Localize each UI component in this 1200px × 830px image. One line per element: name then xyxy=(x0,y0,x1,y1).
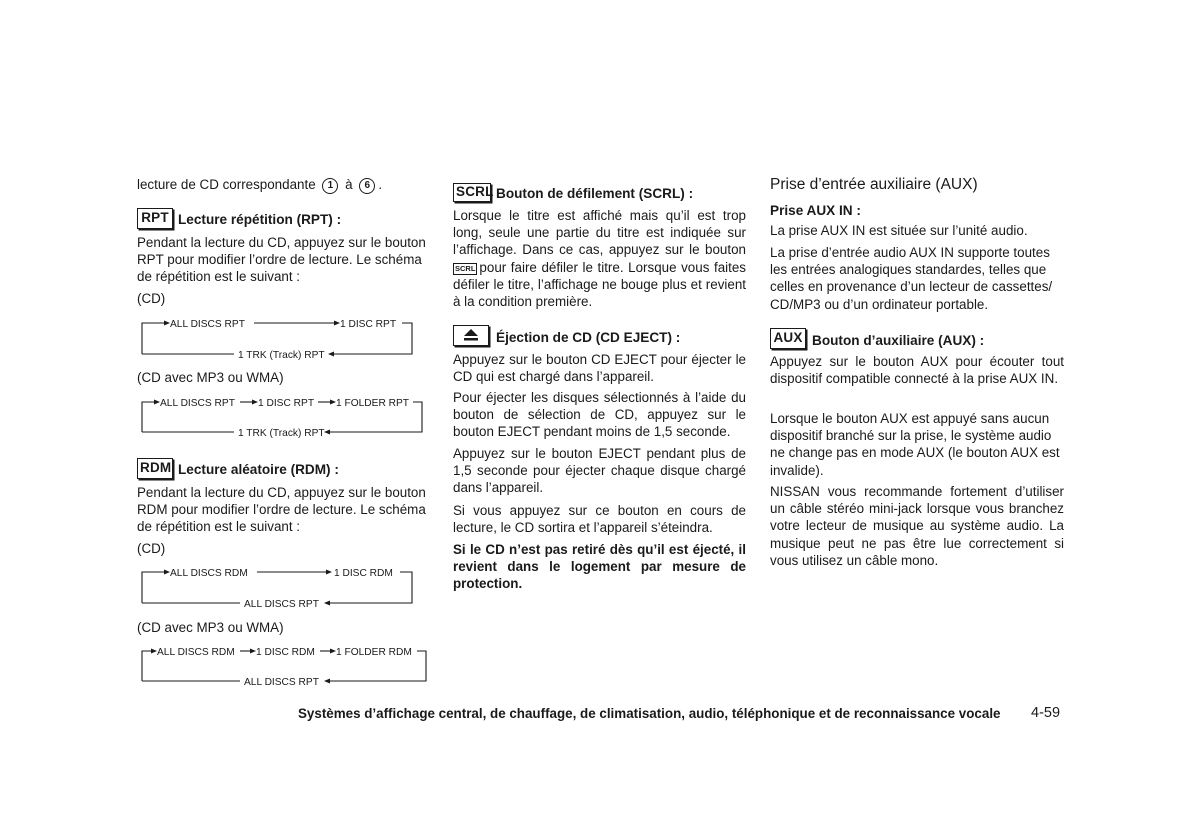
rdm-heading: Lecture aléatoire (RDM) : xyxy=(178,462,339,477)
scrl-body-part2: pour faire défiler le titre. Lorsque vous faites défiler le titre, l’affichage ne bouge plus et revient à la condition première. xyxy=(453,259,746,310)
aux-in-heading: Prise AUX IN : xyxy=(770,203,861,218)
scrl-button-icon: SCRL xyxy=(453,183,491,202)
rdm-mp3-step: 1 FOLDER RDM xyxy=(336,647,412,658)
scrl-body xyxy=(453,207,746,310)
rpt-body: Pendant la lecture du CD, appuyez sur le bouton RPT pour modifier l’ordre de lecture. Le schéma de répétition est le suivant : xyxy=(137,235,426,285)
scrl-heading: Bouton de défilement (SCRL) : xyxy=(496,186,694,201)
aux-button-icon: AUX xyxy=(770,328,806,349)
eject-button xyxy=(453,325,489,346)
aux-in-p2: La prise d’entrée audio AUX IN supporte toutes les entrées analogiques standardes, telles que celles en provenance d’un lecteur de cassettes/ CD/MP3 ou d’un ordinateur portable. xyxy=(770,245,1053,312)
rdm-cd-step: ALL DISCS RDM xyxy=(170,568,248,579)
rdm-mp3-return: ALL DISCS RPT xyxy=(244,677,319,688)
circled-number-6: 6 xyxy=(359,178,375,194)
aux-section-title: Prise d’entrée auxiliaire (AUX) xyxy=(770,176,978,193)
rdm-mp3-step: 1 DISC RDM xyxy=(256,647,315,658)
eject-p1: Appuyez sur le bouton CD EJECT pour éjecter le CD qui est chargé dans l’appareil. xyxy=(453,352,746,385)
eject-warning: Si le CD n’est pas retiré dès qu’il est éjecté, il revient dans le logement par mesure de protection. xyxy=(453,542,746,592)
circled-number-1: 1 xyxy=(322,178,338,194)
aux-p3: NISSAN vous recommande fortement d’utiliser un câble stéréo mini-jack lorsque vous branchez votre lecteur de musique au système audio. La musique peut ne pas être lue correctement si vous utilisez un câble mono. xyxy=(770,484,1064,568)
intro-suffix: . xyxy=(378,177,383,192)
rdm-cd-step: 1 DISC RDM xyxy=(334,568,393,579)
footer-chapter-title: Systèmes d’affichage central, de chauffage, de climatisation, audio, téléphonique et de reconnaissance vocale xyxy=(298,706,1001,721)
rpt-mp3-step: 1 FOLDER RPT xyxy=(336,398,410,409)
aux-p2: Lorsque le bouton AUX est appuyé sans aucun dispositif branché sur la prise, le système audio ne change pas en mode AUX (le bouton AUX est invalide). xyxy=(770,411,1060,478)
rpt-cd-return: 1 TRK (Track) RPT xyxy=(238,350,325,361)
aux-heading: Bouton d’auxiliaire (AUX) : xyxy=(812,333,985,348)
eject-icon xyxy=(463,329,479,342)
rpt-button-icon: RPT xyxy=(137,208,173,229)
rpt-mp3-return: 1 TRK (Track) RPT xyxy=(238,428,325,439)
rpt-cd-step: 1 DISC RPT xyxy=(340,319,397,330)
rpt-cd-label: (CD) xyxy=(137,291,166,306)
rpt-mp3-step: ALL DISCS RPT xyxy=(160,398,235,409)
rdm-cd-label: (CD) xyxy=(137,541,166,556)
scrl-inline-button-icon: SCRL xyxy=(455,263,476,273)
rpt-cd-step: ALL DISCS RPT xyxy=(170,319,245,330)
rdm-mp3-step: ALL DISCS RDM xyxy=(157,647,235,658)
eject-p4: Si vous appuyez sur ce bouton en cours de lecture, le CD sortira et l’appareil s’éteindra. xyxy=(453,503,746,536)
rpt-mp3-label: (CD avec MP3 ou WMA) xyxy=(137,370,284,385)
aux-p1: Appuyez sur le bouton AUX pour écouter tout dispositif compatible connecté à la prise AUX IN. xyxy=(770,354,1064,387)
rdm-button-icon: RDM xyxy=(137,458,173,479)
rpt-mp3-step: 1 DISC RPT xyxy=(258,398,315,409)
eject-p2: Pour éjecter les disques sélectionnés à l’aide du bouton de sélection de CD, appuyez sur le bouton EJECT pendant moins de 1,5 seconde. xyxy=(453,390,746,440)
rdm-body: Pendant la lecture du CD, appuyez sur le bouton RDM pour modifier l’ordre de lecture. Le schéma de répétition est le suivant : xyxy=(137,485,426,535)
page-number: 4-59 xyxy=(1031,705,1061,721)
eject-heading: Éjection de CD (CD EJECT) : xyxy=(496,330,681,345)
eject-p3: Appuyez sur le bouton EJECT pendant plus de 1,5 seconde pour éjecter chaque disque chargé dans l’appareil. xyxy=(453,446,746,496)
rdm-cd-return: ALL DISCS RPT xyxy=(244,599,319,610)
intro-connector: à xyxy=(345,177,353,192)
aux-in-p1: La prise AUX IN est située sur l’unité audio. xyxy=(770,223,1028,238)
scrl-body-part1: Lorsque le titre est affiché mais qu’il est trop long, seule une partie du titre est indiquée sur l’affichage. Dans ce cas, appuyez sur le bouton xyxy=(453,208,746,258)
rpt-heading: Lecture répétition (RPT) : xyxy=(178,212,342,227)
rdm-mp3-label: (CD avec MP3 ou WMA) xyxy=(137,620,284,635)
intro-text: lecture de CD correspondante xyxy=(137,177,316,192)
